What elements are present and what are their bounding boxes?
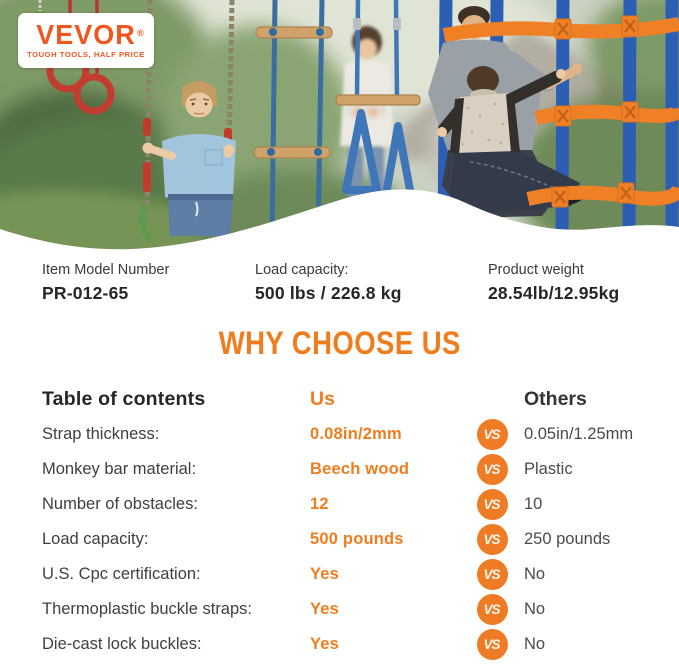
brand-logo xyxy=(18,13,154,68)
spec-value: 28.54lb/12.95kg xyxy=(488,283,620,303)
row-feature: Monkey bar material: xyxy=(42,460,197,478)
row-us-value: Yes xyxy=(310,600,340,618)
row-others-value: 0.05in/1.25mm xyxy=(524,425,634,443)
row-feature: Number of obstacles: xyxy=(42,495,198,513)
brand-tagline: TOUGH TOOLS, HALF PRICE xyxy=(27,50,145,59)
row-us-value: Beech wood xyxy=(310,460,410,478)
column-header-us: Us xyxy=(310,387,335,410)
spec-value: PR-012-65 xyxy=(42,283,129,303)
row-us-value: Yes xyxy=(310,635,340,653)
column-header-others: Others xyxy=(524,387,587,410)
vs-badge-icon: VS xyxy=(477,524,508,555)
vs-badge-icon: VS xyxy=(477,629,508,660)
comparison-table xyxy=(42,381,650,662)
spec-value: 500 lbs / 226.8 kg xyxy=(255,283,402,303)
row-us-value: Yes xyxy=(310,565,340,583)
column-header-feature: Table of contents xyxy=(42,387,206,410)
brand-logo-text: VEVOR ® xyxy=(36,19,145,51)
vs-badge-icon: VS xyxy=(477,454,508,485)
vs-badge-icon: VS xyxy=(477,594,508,625)
row-us-value: 0.08in/2mm xyxy=(310,425,402,443)
vs-badge-icon: VS xyxy=(477,559,508,590)
spec-product-weight xyxy=(488,262,619,304)
spec-load-capacity xyxy=(255,262,402,304)
row-others-value: 250 pounds xyxy=(524,530,611,548)
row-feature: U.S. Cpc certification: xyxy=(42,565,201,583)
row-feature: Load capacity: xyxy=(42,530,149,548)
row-others-value: Plastic xyxy=(524,460,573,478)
spec-label: Product weight xyxy=(488,262,584,278)
vs-badge-icon: VS xyxy=(477,489,508,520)
section-title: WHY CHOOSE US xyxy=(218,325,461,361)
row-feature: Thermoplastic buckle straps: xyxy=(42,600,252,618)
row-us-value: 500 pounds xyxy=(310,530,404,548)
vs-badge-icon: VS xyxy=(477,419,508,450)
row-us-value: 12 xyxy=(310,495,329,513)
row-others-value: No xyxy=(524,600,546,618)
row-others-value: 10 xyxy=(524,495,543,513)
spec-label: Load capacity: xyxy=(255,262,349,278)
spec-label: Item Model Number xyxy=(42,262,170,278)
row-feature: Strap thickness: xyxy=(42,425,160,443)
row-feature: Die-cast lock buckles: xyxy=(42,635,202,653)
row-others-value: No xyxy=(524,635,546,653)
registered-trademark-icon: ® xyxy=(137,27,145,39)
row-others-value: No xyxy=(524,565,546,583)
spec-item-model xyxy=(42,262,169,304)
hero-photo xyxy=(0,0,679,256)
